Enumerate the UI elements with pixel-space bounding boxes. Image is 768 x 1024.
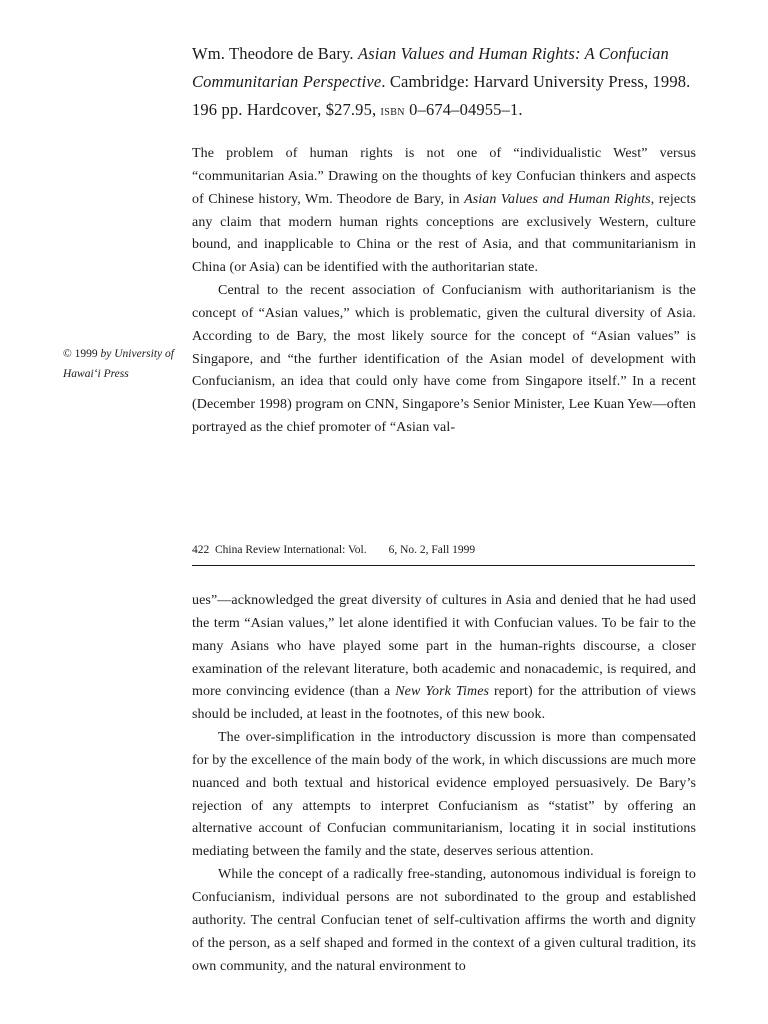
review-body-page-2 (192, 590, 696, 978)
footer-rule (192, 565, 695, 566)
paragraph: The over-simplification in the introductory discussion is more than compensated for by the excellence of the main body of the work, in which discussions are much more nuanced and both textual and historical evidence employed persuasively. De Bary’s rejection of any attempts to interpret Confucianism as “statist” by offering an alternative account of Confucian communitarianism, locating it in social institutions mediating between the family and the state, deserves serious attention. (192, 730, 696, 860)
page-number: 422 (192, 544, 210, 556)
page-footer (192, 540, 696, 560)
isbn-value: 0–674–04955–1. (404, 100, 523, 119)
book-title: Asian Values and Human Rights: A Confucian Communitarian Perspective (192, 44, 669, 91)
paragraph: ues”—acknowledged the great diversity of cultures in Asia and denied that he had used the term “Asian values,” let alone identified it with Confucian values. To be fair to the many Asians who have played some part in the human-rights discourse, a closer examination of the relevant literature, both academic and nonacademic, is required, and more convincing evidence (than a New York Times report) for the attribution of views should be included, at least in the footnotes, of this new book. (192, 593, 696, 723)
citation-author: Wm. Theodore de Bary. (192, 44, 358, 63)
review-body-page-1 (192, 143, 696, 440)
book-title-reference: Asian Values and Human Rights (464, 191, 651, 207)
journal-name: China Review International: Vol. (215, 544, 367, 556)
paragraph: The problem of human rights is not one of “individualistic West” versus “communitarian Asia.” Drawing on the thoughts of key Confucian thinkers and aspects of Chinese history, Wm. Theodore de Bary, in Asian Values and Human Rights, rejects any claim that modern human rights conceptions are exclusively Western, culture bound, and inapplicable to China or the rest of Asia, and that communitarianism in China (or Asia) can be identified with the authoritarian state. (192, 146, 696, 276)
book-citation (192, 40, 712, 125)
newspaper-title: New York Times (395, 684, 490, 700)
isbn-label: isbn (380, 103, 405, 119)
issue-info: 6, No. 2, Fall 1999 (388, 544, 476, 556)
citation-publisher: . Cambridge: Harvard University Press, 1998. 196 pp. Hardcover, $27.95, (192, 72, 691, 119)
paragraph: Central to the recent association of Confucianism with authoritarianism is the concept of “Asian values,” which is problematic, given the cultural diversity of Asia. According to de Bary, the most likely source for the concept of “Asian values” is Singapore, and “the further identification of the Asian model of development with Confucianism, an idea that could only have come from Singapore itself.” In a recent (December 1998) program on CNN, Singapore’s Senior Minister, Lee Kuan Yew—often portrayed as the chief promoter of “Asian val- (192, 283, 696, 436)
copyright-notice: © 1999 by University of Hawai‘i Press (63, 348, 174, 380)
paragraph: While the concept of a radically free-standing, autonomous individual is foreign to Confucianism, individual persons are not subordinated to the group and established authority. The central Confucian tenet of self-cultivation affirms the worth and dignity of the person, as a self shaped and formed in the context of a given cultural tradition, its own community, and the natural environment to (192, 867, 696, 974)
